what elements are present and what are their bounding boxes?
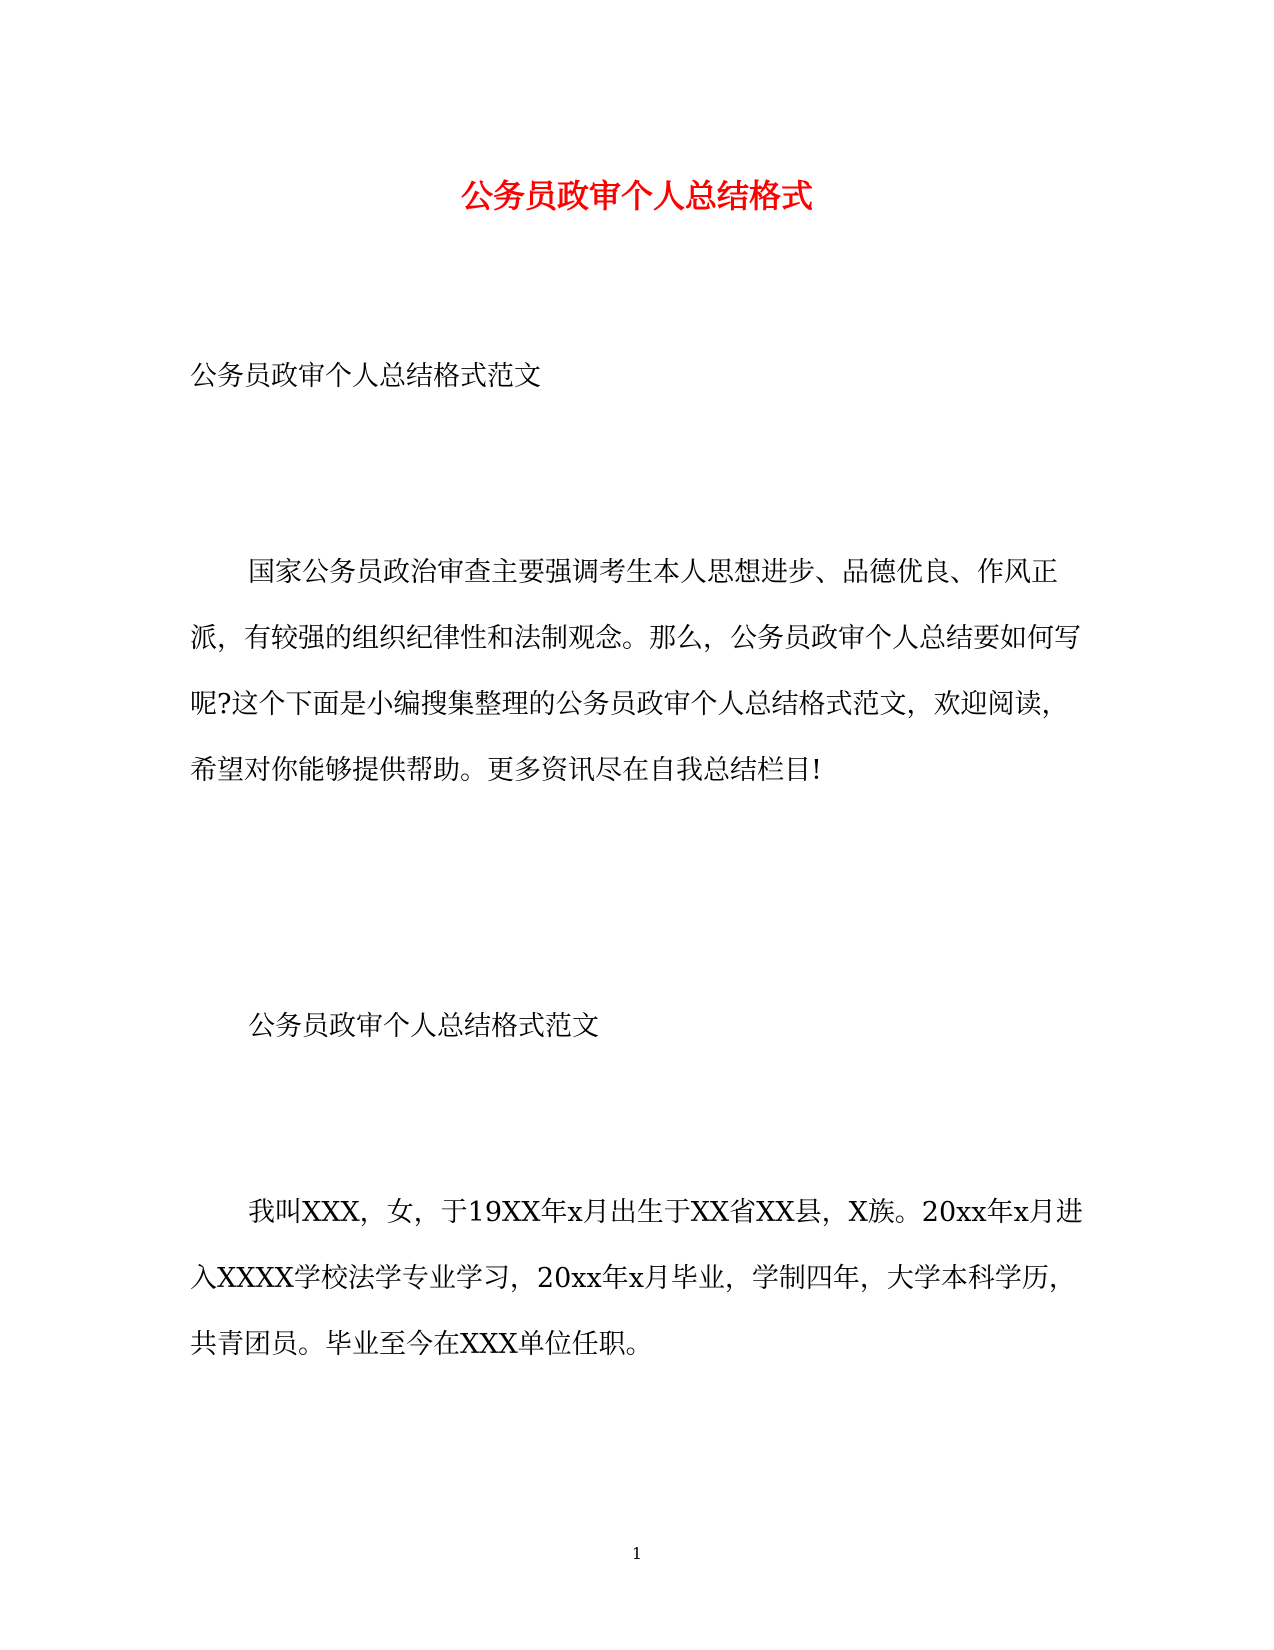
section-heading: 公务员政审个人总结格式范文 [248,1011,599,1042]
document-subtitle: 公务员政审个人总结格式范文 [190,361,541,392]
personal-info-paragraph: 我叫XXX，女，于19XX年x月出生于XX省XX县，X族。20xx年x月进入XXXX学校法学专业学习，20xx年x月毕业，学制四年，大学本科学历，共青团员。毕业至今在XXX单位任职。 [190,1197,1083,1360]
intro-paragraph: 国家公务员政治审查主要强调考生本人思想进步、品德优良、作风正派，有较强的组织纪律性和法制观念。那么，公务员政审个人总结要如何写呢?这个下面是小编搜集整理的公务员政审个人总结格式范文，欢迎阅读，希望对你能够提供帮助。更多资讯尽在自我总结栏目! [190,557,1081,786]
document-title: 公务员政审个人总结格式 [460,177,813,215]
page-number: 1 [631,1544,643,1563]
